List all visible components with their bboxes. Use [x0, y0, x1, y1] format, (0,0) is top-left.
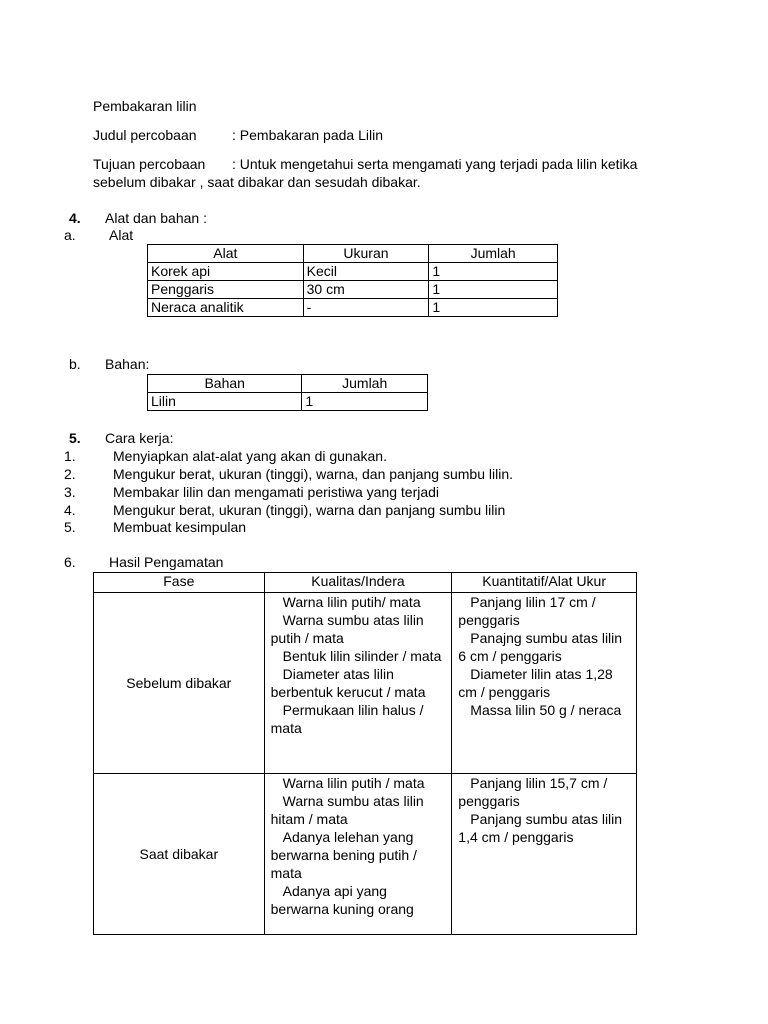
bahan-title: Bahan:	[105, 356, 150, 372]
alat-table-header	[148, 245, 558, 263]
table-cell: Kecil	[303, 263, 429, 281]
step-text: Mengukur berat, ukuran (tinggi), warna dan panjang sumbu lilin	[113, 502, 506, 518]
step-text: Mengukur berat, ukuran (tinggi), warna, dan panjang sumbu lilin.	[113, 466, 514, 482]
observation-item: Bentuk lilin silinder / mata	[282, 648, 442, 664]
quantity-cell	[452, 774, 637, 935]
step-number: 2.	[64, 466, 76, 482]
alat-table	[147, 244, 558, 317]
table-cell: 1	[302, 393, 428, 411]
judul-label: Judul percobaan	[93, 127, 197, 143]
judul-value: : Pembakaran pada Lilin	[232, 127, 383, 143]
table-row	[94, 774, 637, 935]
table-cell: 1	[429, 281, 558, 299]
observation-item: Warna sumbu atas lilin putih / mata	[270, 612, 424, 646]
bahan-letter: b.	[69, 356, 81, 372]
bahan-table	[147, 374, 428, 411]
observation-table-header	[94, 573, 637, 593]
observation-item: Warna sumbu atas lilin hitam / mata	[270, 793, 424, 827]
section-4-number: 4.	[69, 210, 81, 226]
observation-item: Permukaan lilin halus / mata	[270, 702, 424, 736]
table-row	[148, 393, 428, 411]
step-text: Menyiapkan alat-alat yang akan di gunakan.	[113, 448, 387, 464]
observation-item: Panjang sumbu atas lilin 1,4 cm / penggaris	[458, 811, 623, 845]
table-row	[94, 593, 637, 774]
table-cell: 1	[429, 299, 558, 317]
table-row	[148, 263, 558, 281]
section-5-number: 5.	[69, 430, 81, 446]
table-cell: Lilin	[148, 393, 302, 411]
bahan-header-bahan: Bahan	[148, 375, 302, 393]
alat-letter: a.	[64, 227, 76, 243]
section-4-title: Alat dan bahan :	[105, 210, 207, 226]
table-cell: Penggaris	[148, 281, 304, 299]
tujuan-value: : Untuk mengetahui serta mengamati yang terjadi pada lilin ketika	[232, 156, 638, 172]
bahan-header-jumlah: Jumlah	[302, 375, 428, 393]
observation-item: Diameter lilin atas 1,28 cm / penggaris	[458, 666, 613, 700]
observation-item: Adanya lelehan yang berwarna bening putih / mata	[270, 829, 417, 881]
quality-cell	[264, 593, 452, 774]
observation-item: Warna lilin putih/ mata	[282, 594, 421, 610]
observation-item: Panjang lilin 15,7 cm / penggaris	[458, 775, 608, 809]
quantity-cell	[452, 593, 637, 774]
section-5-title: Cara kerja:	[105, 430, 174, 446]
step-number: 1.	[64, 448, 76, 464]
observation-item: Adanya api yang berwarna kuning orang	[270, 883, 414, 917]
table-cell: 1	[429, 263, 558, 281]
tujuan-label: Tujuan percobaan	[93, 156, 206, 172]
obs-header-kualitas: Kualitas/Indera	[264, 573, 452, 593]
bahan-table-header	[148, 375, 428, 393]
alat-header-alat: Alat	[148, 245, 304, 263]
table-cell: Neraca analitik	[148, 299, 304, 317]
step-number: 5.	[64, 519, 76, 535]
step-text: Membuat kesimpulan	[113, 519, 247, 535]
table-row	[148, 299, 558, 317]
step-text: Membakar lilin dan mengamati peristiwa yang terjadi	[113, 484, 440, 500]
document-title: Pembakaran lilin	[93, 98, 197, 114]
phase-cell: Saat dibakar	[94, 774, 265, 935]
alat-title: Alat	[109, 227, 134, 243]
section-6-number: 6.	[64, 554, 76, 570]
table-row	[148, 281, 558, 299]
table-cell: -	[303, 299, 429, 317]
table-cell: 30 cm	[303, 281, 429, 299]
observation-item: Warna lilin putih / mata	[282, 775, 425, 791]
phase-cell: Sebelum dibakar	[94, 593, 265, 774]
alat-header-ukuran: Ukuran	[303, 245, 429, 263]
section-6-title: Hasil Pengamatan	[109, 554, 224, 570]
observation-item: Diameter atas lilin berbentuk kerucut / mata	[270, 666, 426, 700]
observation-item: Panjang lilin 17 cm / penggaris	[458, 594, 596, 628]
table-cell: Korek api	[148, 263, 304, 281]
obs-header-fase: Fase	[94, 573, 265, 593]
alat-header-jumlah: Jumlah	[429, 245, 558, 263]
obs-header-kuantitatif: Kuantitatif/Alat Ukur	[452, 573, 637, 593]
observation-item: Massa lilin 50 g / neraca	[470, 702, 622, 718]
step-number: 4.	[64, 502, 76, 518]
quality-cell	[264, 774, 452, 935]
tujuan-value-continued: sebelum dibakar , saat dibakar dan sesudah dibakar.	[93, 174, 421, 190]
observation-table	[93, 572, 637, 935]
step-number: 3.	[64, 484, 76, 500]
observation-item: Panajng sumbu atas lilin 6 cm / penggaris	[458, 630, 623, 664]
